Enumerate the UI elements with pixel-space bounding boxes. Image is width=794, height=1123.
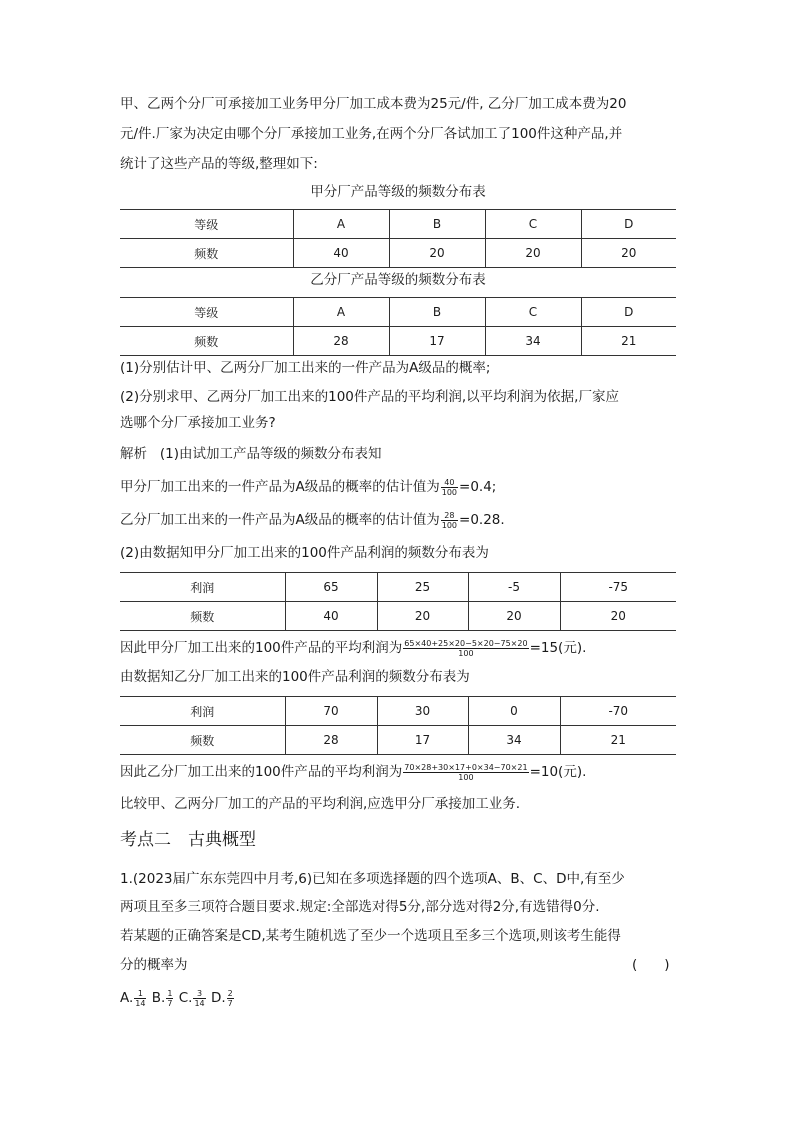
table-row	[120, 210, 676, 239]
table-cell: 等级	[120, 298, 293, 327]
intro-line: 统计了这些产品的等级,整理如下:	[120, 156, 318, 172]
table-cell: A	[293, 210, 389, 239]
fraction	[134, 989, 146, 1008]
yi-probability-line	[120, 510, 676, 530]
fraction	[403, 763, 528, 782]
numerator: 1	[134, 989, 146, 999]
table-cell: 40	[285, 602, 377, 631]
table-cell: A	[293, 298, 389, 327]
table-cell: C	[485, 298, 581, 327]
numerator: 3	[193, 989, 205, 999]
table-cell: 20	[581, 239, 676, 268]
table-row	[120, 327, 676, 356]
solution-label: 解析	[120, 446, 147, 462]
table-caption: 甲分厂产品等级的频数分布表	[310, 184, 486, 200]
problem-line: 两项且至多三项符合题目要求.规定:全部选对得5分,部分选对得2分,有选错得0分.	[120, 899, 600, 915]
text: =15(元).	[529, 640, 587, 656]
denominator: 100	[441, 487, 458, 497]
table-row	[120, 602, 676, 631]
table-cell: -75	[560, 573, 676, 602]
option-label: A.	[120, 990, 134, 1006]
answer-blank: ( )	[632, 957, 670, 973]
fraction	[441, 478, 458, 497]
text: 因此乙分厂加工出来的100件产品的平均利润为	[120, 764, 403, 780]
text: =0.28.	[459, 512, 505, 528]
denominator: 100	[458, 648, 474, 658]
option-a	[120, 990, 147, 1006]
profit-table-jia	[120, 572, 676, 631]
solution-conclusion: 比较甲、乙两分厂加工的产品的平均利润,应选甲分厂承接加工业务.	[120, 796, 521, 812]
intro-line: 元/件.厂家为决定由哪个分厂承接加工业务,在两个分厂各试加工了100件这种产品,并	[120, 126, 623, 142]
problem-line: 分的概率为	[120, 957, 188, 973]
denominator: 7	[227, 998, 233, 1008]
numerator: 28	[441, 511, 458, 521]
table-cell: -5	[468, 573, 560, 602]
text: 乙分厂加工出来的一件产品为A级品的概率的估计值为	[120, 512, 440, 528]
table-cell: 利润	[120, 573, 285, 602]
table-cell: C	[485, 210, 581, 239]
table-cell: 70	[285, 697, 377, 726]
numerator: 2	[227, 988, 233, 998]
denominator: 14	[194, 998, 205, 1008]
denominator: 14	[135, 998, 146, 1008]
table-row	[120, 697, 676, 726]
table-cell: 30	[377, 697, 468, 726]
table-cell: 65	[285, 573, 377, 602]
solution-intro	[120, 444, 676, 464]
table-caption: 乙分厂产品等级的频数分布表	[310, 272, 486, 288]
denominator: 7	[167, 998, 173, 1008]
table-cell: 21	[560, 726, 676, 755]
table-cell: 40	[293, 239, 389, 268]
table-cell: 利润	[120, 697, 285, 726]
numerator: 70×28+30×17+0×34−70×21	[404, 762, 528, 772]
fraction	[166, 989, 173, 1008]
table-cell: 34	[468, 726, 560, 755]
table-cell: 0	[468, 697, 560, 726]
table-cell: 20	[389, 239, 485, 268]
grade-table-jia	[120, 209, 676, 268]
table-cell: 17	[377, 726, 468, 755]
table-cell: 17	[389, 327, 485, 356]
table-cell: -70	[560, 697, 676, 726]
table-cell: 频数	[120, 239, 293, 268]
jia-probability-line	[120, 477, 676, 497]
grade-table-yi	[120, 297, 676, 356]
option-label: B.	[151, 990, 166, 1006]
table-cell: 频数	[120, 602, 285, 631]
table-cell: 20	[377, 602, 468, 631]
fraction	[403, 639, 528, 658]
question-line: 选哪个分厂承接加工业务?	[120, 415, 276, 431]
jia-average-line	[120, 638, 676, 658]
table-cell: 28	[285, 726, 377, 755]
question-line: (2)分别求甲、乙两分厂加工出来的100件产品的平均利润,以平均利润为依据,厂家应	[120, 389, 619, 405]
text: 因此甲分厂加工出来的100件产品的平均利润为	[120, 640, 403, 656]
table-cell: 频数	[120, 726, 285, 755]
solution-text: (2)由数据知甲分厂加工出来的100件产品利润的频数分布表为	[120, 545, 489, 561]
problem-line: 若某题的正确答案是CD,某考生随机选了至少一个选项且至多三个选项,则该考生能得	[120, 928, 621, 944]
option-d	[211, 990, 235, 1006]
option-c	[179, 990, 207, 1006]
table-row	[120, 298, 676, 327]
table-cell: 25	[377, 573, 468, 602]
table-cell: 20	[468, 602, 560, 631]
text: 甲分厂加工出来的一件产品为A级品的概率的估计值为	[120, 479, 440, 495]
table-cell: 21	[581, 327, 676, 356]
yi-average-line	[120, 762, 676, 782]
solution-text: 由数据知乙分厂加工出来的100件产品利润的频数分布表为	[120, 669, 470, 685]
table-cell: B	[389, 298, 485, 327]
table-cell: D	[581, 210, 676, 239]
table-row	[120, 726, 676, 755]
numerator: 65×40+25×20−5×20−75×20	[404, 638, 528, 648]
intro-line: 甲、乙两个分厂可承接加工业务甲分厂加工成本费为25元/件, 乙分厂加工成本费为20	[120, 96, 627, 112]
option-label: D.	[210, 990, 226, 1006]
table-cell: 28	[293, 327, 389, 356]
section-heading: 考点二 古典概型	[120, 830, 256, 850]
numerator: 40	[441, 478, 458, 488]
profit-table-yi	[120, 696, 676, 755]
denominator: 100	[441, 520, 458, 530]
option-b	[152, 990, 175, 1006]
problem-line: 1.(2023届广东东莞四中月考,6)已知在多项选择题的四个选项A、B、C、D中,有至少	[120, 871, 625, 887]
table-cell: B	[389, 210, 485, 239]
answer-options	[120, 988, 676, 1008]
fraction	[227, 989, 234, 1008]
question-line: (1)分别估计甲、乙两分厂加工出来的一件产品为A级品的概率;	[120, 360, 491, 376]
numerator: 1	[167, 988, 173, 998]
table-row	[120, 239, 676, 268]
table-cell: 34	[485, 327, 581, 356]
table-cell: 20	[560, 602, 676, 631]
option-label: C.	[178, 990, 193, 1006]
fraction	[193, 989, 205, 1008]
text: =10(元).	[529, 764, 587, 780]
table-cell: D	[581, 298, 676, 327]
table-cell: 20	[485, 239, 581, 268]
table-row	[120, 573, 676, 602]
text: =0.4;	[459, 479, 497, 495]
table-cell: 等级	[120, 210, 293, 239]
fraction	[441, 511, 458, 530]
solution-text: (1)由试加工产品等级的频数分布表知	[159, 446, 382, 462]
table-cell: 频数	[120, 327, 293, 356]
denominator: 100	[458, 772, 474, 782]
